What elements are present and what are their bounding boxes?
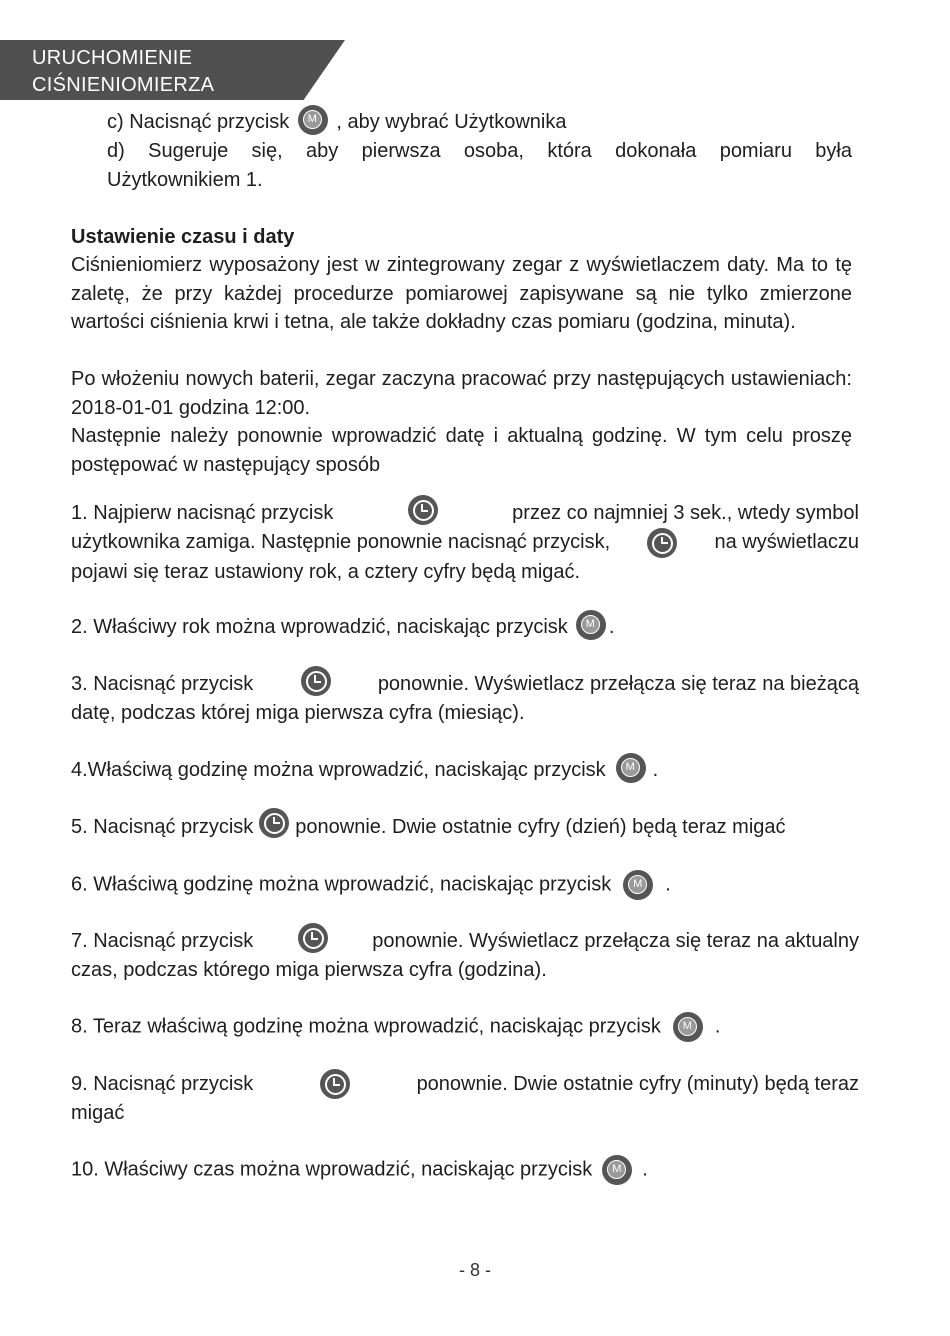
step-3: 3. Nacisnąć przycisk ponownie. Wyświetlacz przełącza się teraz na bieżącą datę, podczas której miga pierwsza cyfra (miesiąc).: [71, 670, 859, 727]
memory-button-icon: M: [623, 870, 653, 900]
step-9: 9. Nacisnąć przycisk ponownie. Dwie ostatnie cyfry (minuty) będą teraz migać: [71, 1069, 859, 1128]
intro-c-text-after: , aby wybrać Użytkownika: [336, 111, 567, 133]
clock-button-icon: [647, 528, 677, 558]
page-number: - 8 -: [458, 1260, 491, 1280]
section-header-line-1: URUCHOMIENIE: [32, 47, 193, 69]
section-heading: Ustawienie czasu i daty: [71, 226, 295, 248]
intro-item-d-line2: Użytkownikiem 1.: [107, 169, 263, 191]
section-header-line-2: CIŚNIENIOMIERZA: [32, 74, 215, 96]
paragraph-instructions: Następnie należy ponownie wprowadzić datę i aktualną godzinę. W tym celu proszę postępować w następujący sposób: [71, 425, 852, 476]
step-10: 10. Właściwy czas można wprowadzić, naciskając przycisk M .: [71, 1155, 859, 1185]
step-1: 1. Najpierw nacisnąć przycisk przez co najmniej 3 sek., wtedy symbol użytkownika zamiga. Następnie ponownie nacisnąć przycisk, na wyświetlaczu pojawi się teraz ustawiony rok, a cztery cyfry będą migać.: [71, 499, 859, 586]
step-4: 4.Właściwą godzinę można wprowadzić, naciskając przycisk M .: [71, 756, 859, 785]
memory-button-icon: M: [616, 753, 646, 783]
memory-button-icon: M: [576, 610, 606, 640]
memory-button-icon: M: [298, 105, 328, 135]
step-8: 8. Teraz właściwą godzinę można wprowadzić, naciskając przycisk M .: [71, 1012, 859, 1042]
clock-button-icon: [301, 666, 331, 696]
step-5: 5. Nacisnąć przycisk ponownie. Dwie ostatnie cyfry (dzień) będą teraz migać: [71, 813, 859, 842]
intro-item-c: [107, 108, 852, 137]
clock-button-icon: [259, 808, 289, 838]
paragraph-clock-intro: Ciśnieniomierz wyposażony jest w zintegrowany zegar z wyświetlaczem daty. Ma to tę zaletę, że przy każdej procedurze pomiarowej zapisywane są nie tylko zmierzone wartości ciśnienia krwi i tetna, ale także dokładny czas pomiaru (godzina, minuta).: [71, 254, 852, 333]
clock-button-icon: [320, 1069, 350, 1099]
intro-c-text: c) Nacisnąć przycisk: [107, 111, 290, 133]
memory-button-icon: M: [673, 1012, 703, 1042]
memory-button-icon: M: [602, 1155, 632, 1185]
intro-item-d-line1: d) Sugeruje się, aby pierwsza osoba, która dokonała pomiaru była: [107, 140, 852, 162]
step-7: 7. Nacisnąć przycisk ponownie. Wyświetlacz przełącza się teraz na aktualny czas, podczas którego miga pierwsza cyfra (godzina).: [71, 927, 859, 984]
clock-button-icon: [408, 495, 438, 525]
step-6: 6. Właściwą godzinę można wprowadzić, naciskając przycisk M .: [71, 870, 859, 900]
clock-button-icon: [298, 923, 328, 953]
paragraph-default-settings: Po włożeniu nowych baterii, zegar zaczyna pracować przy następujących ustawieniach: 2018-01-01 godzina 12:00.: [71, 368, 852, 419]
step-2: 2. Właściwy rok można wprowadzić, naciskając przycisk M .: [71, 613, 859, 642]
